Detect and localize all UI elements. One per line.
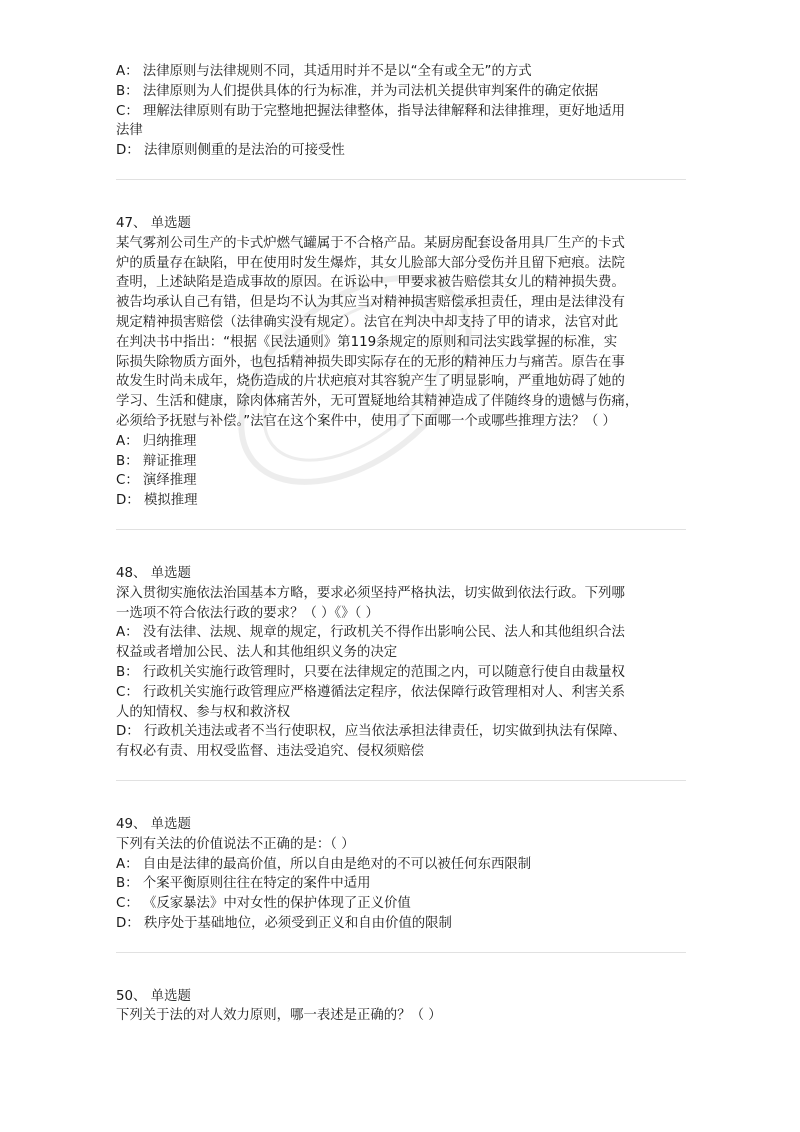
q49-option-c[interactable]: C： 《反家暴法》中对女性的保护体现了正义价值 (116, 896, 411, 912)
q47-stem-line: 际损失除物质方面外，也包括精神损失即实际存在的无形的精神压力与痛苦。原告在事 (116, 354, 625, 370)
q48-option-b[interactable]: B： 行政机关实施行政管理时，只要在法律规定的范围之内，可以随意行使自由裁量权 (116, 664, 625, 680)
q47-option-b[interactable]: B： 辩证推理 (116, 453, 197, 469)
q50-stem: 下列关于法的对人效力原则，哪一表述是正确的？（ ） (116, 1008, 442, 1024)
q47-stem-line: 规定精神损害赔偿（法律确实没有规定）。法官在判决中却支持了甲的请求，法官对此 (116, 314, 619, 330)
q49-option-a[interactable]: A： 自由是法律的最高价值，所以自由是绝对的不可以被任何东西限制 (116, 856, 532, 872)
q49-stem: 下列有关法的价值说法不正确的是：（ ） (116, 836, 355, 852)
q48-stem-line: 深入贯彻实施依法治国基本方略，要求必须坚持严格执法，切实做到依法行政。下列哪 (116, 585, 625, 601)
divider (116, 952, 686, 953)
q49-option-d[interactable]: D： 秩序处于基础地位，必须受到正义和自由价值的限制 (116, 915, 452, 931)
question-49 (116, 815, 686, 934)
question-48 (116, 564, 686, 762)
question-47 (116, 214, 686, 511)
divider (116, 529, 686, 530)
q47-stem-line: 被告均承认自己有错，但是均不认为其应当对精神损害赔偿承担责任，理由是法律没有 (116, 295, 625, 311)
question-50 (116, 987, 686, 1027)
q49-option-b[interactable]: B： 个案平衡原则往往在特定的案件中适用 (116, 876, 371, 892)
q48-option-c-line2: 人的知情权、参与权和救济权 (116, 704, 291, 720)
q48-option-d-line2: 有权必有责、用权受监督、违法受追究、侵权须赔偿 (116, 744, 424, 760)
q46-option-a[interactable]: A： 法律原则与法律规则不同，其适用时并不是以“全有或全无”的方式 (116, 64, 532, 79)
question-48-header: 48、 单选题 (116, 565, 191, 581)
q47-stem-line: 故发生时尚未成年，烧伤造成的片状疤痕对其容貌产生了明显影响，严重地妨碍了她的 (116, 374, 625, 390)
q47-stem-line: 某气雾剂公司生产的卡式炉燃气罐属于不合格产品。某厨房配套设备用具厂生产的卡式 (116, 235, 625, 251)
divider (116, 179, 686, 180)
q46-option-d[interactable]: D： 法律原则侧重的是法治的可接受性 (116, 143, 345, 159)
question-46-options (116, 62, 686, 161)
q47-stem-line: 查明，上述缺陷是造成事故的原因。在诉讼中，甲要求被告赔偿其女儿的精神损失费。 (116, 275, 625, 291)
q47-option-a[interactable]: A： 归纳推理 (116, 433, 197, 449)
q47-option-c[interactable]: C： 演绎推理 (116, 473, 197, 489)
document-page (116, 62, 686, 1026)
q47-stem-line: 学习、生活和健康，除肉体痛苦外，无可置疑地给其精神造成了伴随终身的遗憾与伤痛， (116, 394, 639, 410)
q48-option-a-line1[interactable]: A： 没有法律、法规、规章的规定，行政机关不得作出影响公民、法人和其他组织合法 (116, 625, 625, 641)
q46-option-c-line1[interactable]: C： 理解法律原则有助于完整地把握法律整体，指导法律解释和法律推理，更好地适用 (116, 103, 626, 119)
q48-option-c-line1[interactable]: C： 行政机关实施行政管理应严格遵循法定程序，依法保障行政管理相对人、利害关系 (116, 684, 626, 700)
q48-option-d-line1[interactable]: D： 行政机关违法或者不当行使职权，应当依法承担法律责任，切实做到执法有保障、 (116, 724, 627, 740)
q48-stem-line: 一选项不符合依法行政的要求？（ ）《》（ ） (116, 605, 379, 621)
q46-option-c-line2: 法律 (116, 123, 143, 139)
question-49-header: 49、 单选题 (116, 816, 191, 832)
q48-option-a-line2: 权益或者增加公民、法人和其他组织义务的决定 (116, 645, 398, 661)
q46-option-b[interactable]: B： 法律原则为人们提供具体的行为标准，并为司法机关提供审判案件的确定依据 (116, 83, 599, 99)
q47-option-d[interactable]: D： 模拟推理 (116, 493, 198, 509)
q47-stem-line: 必须给予抚慰与补偿。”法官在这个案件中，使用了下面哪一个或哪些推理方法？（ ） (116, 413, 616, 429)
question-47-header: 47、 单选题 (116, 215, 191, 231)
divider (116, 780, 686, 781)
q47-stem-line: 在判决书中指出：“根据《民法通则》第119条规定的原则和司法实践掌握的标准，实 (116, 334, 618, 350)
q47-stem-line: 炉的质量存在缺陷，甲在使用时发生爆炸，其女儿脸部大部分受伤并且留下疤痕。法院 (116, 255, 625, 271)
question-50-header: 50、 单选题 (116, 988, 191, 1004)
